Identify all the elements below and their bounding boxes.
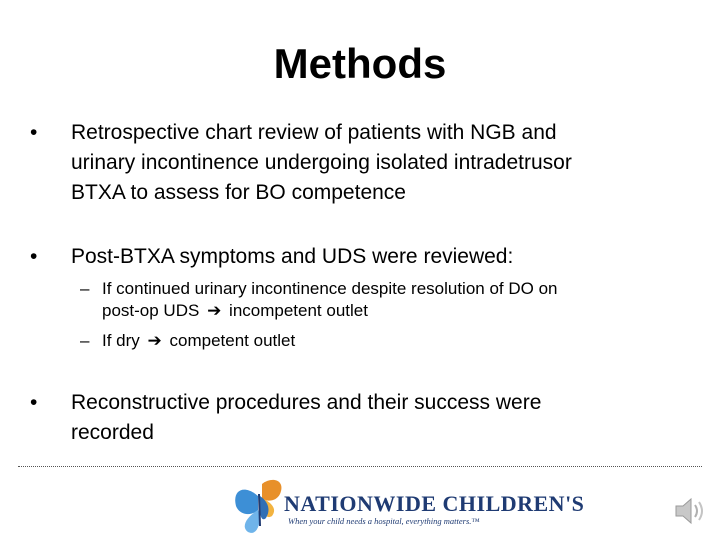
- right-arrow-icon: ➔: [207, 301, 222, 320]
- bullet-text: [71, 118, 572, 208]
- bullet-marker: •: [30, 245, 38, 268]
- nationwide-childrens-logo: [232, 476, 585, 536]
- footer-divider: [18, 466, 702, 467]
- logo-wordmark: NATIONWIDE CHILDREN'S: [284, 491, 585, 516]
- bullet-item: [30, 388, 670, 448]
- bullet-item: [30, 118, 670, 208]
- sub-bullet-marker: –: [80, 279, 90, 298]
- bullet-text: [71, 388, 541, 448]
- bullet-line: Post-BTXA symptoms and UDS were reviewed:: [71, 245, 514, 268]
- bullet-line: urinary incontinence undergoing isolated intradetrusor: [71, 151, 572, 174]
- sub-bullet-segment: post-op UDS: [102, 301, 200, 320]
- bullet-line: recorded: [71, 421, 154, 444]
- bullet-text: [71, 242, 513, 272]
- sub-bullet-line: [102, 300, 558, 322]
- bullet-line: BTXA to assess for BO competence: [71, 181, 406, 204]
- right-arrow-icon: ➔: [147, 331, 162, 350]
- bullet-line: Reconstructive procedures and their success were: [71, 391, 542, 414]
- logo-tagline: When your child needs a hospital, everything matters.™: [288, 516, 480, 526]
- bullet-item: [30, 242, 670, 272]
- slide-title: Methods: [273, 40, 447, 87]
- sub-bullet-marker: –: [80, 331, 90, 350]
- bullet-marker: •: [30, 121, 38, 144]
- bullet-marker: •: [30, 391, 38, 414]
- sub-bullet-line: If continued urinary incontinence despite resolution of DO on: [102, 279, 558, 298]
- sub-bullet-segment: competent outlet: [169, 331, 296, 350]
- speaker-icon[interactable]: [672, 496, 708, 526]
- bullet-line: Retrospective chart review of patients with NGB and: [71, 121, 557, 144]
- butterfly-icon: [232, 476, 288, 536]
- sub-bullet-item: [80, 330, 680, 352]
- sub-bullet-text: [102, 330, 295, 352]
- sub-bullet-segment: incompetent outlet: [229, 301, 368, 320]
- sub-bullet-item: [80, 278, 680, 322]
- sub-bullet-segment: If dry: [102, 331, 140, 350]
- sub-bullet-text: [102, 278, 558, 322]
